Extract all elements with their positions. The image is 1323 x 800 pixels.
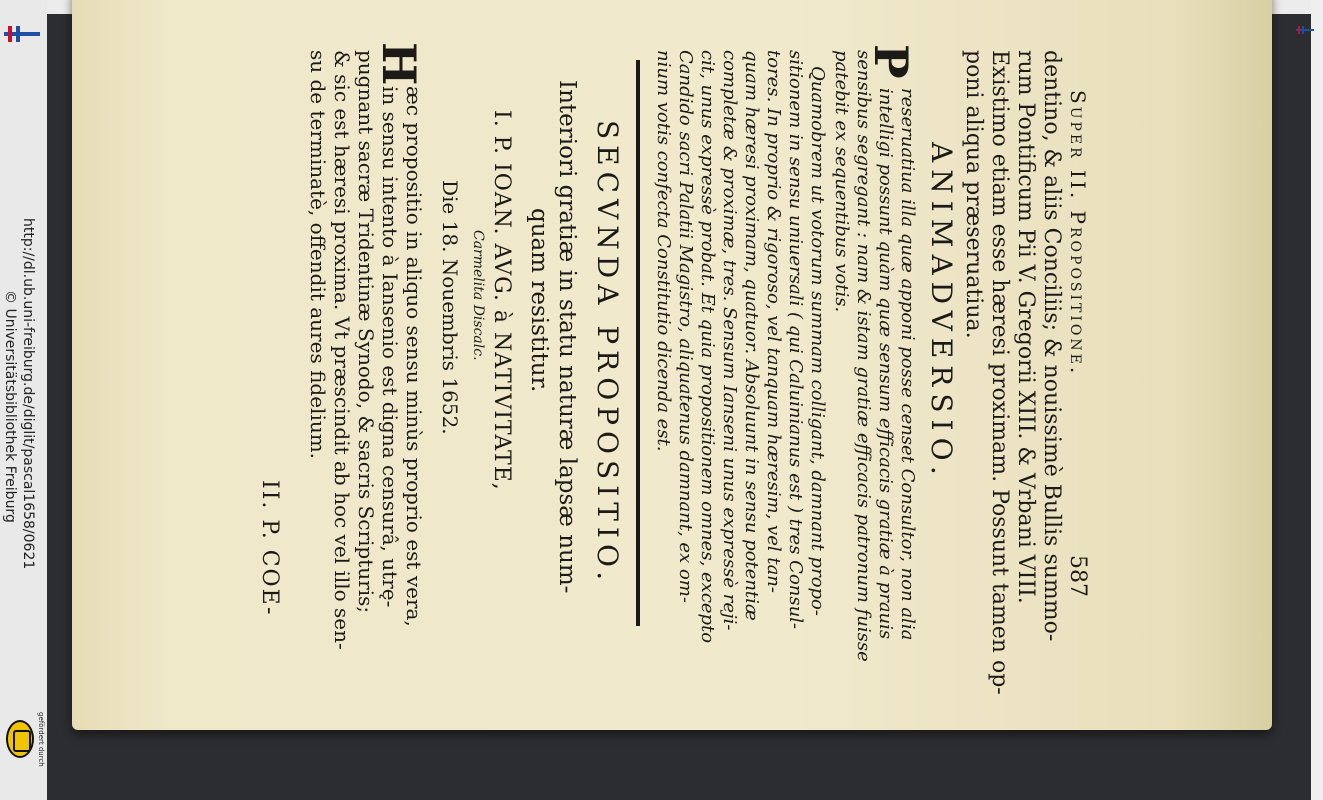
animadversio-line: quam hæresi proximam, quatuor. Absoluunt in sensu potentiæ	[741, 50, 762, 621]
animadversio-title: ANIMADVERSIO.	[925, 142, 958, 482]
animadversio-line: tores. In proprio & rigoroso, vel tanquam hæresim, vel tan-	[763, 50, 784, 593]
copyright-note: © Universitätsbibliothek Freiburg	[2, 290, 18, 523]
viewer-sidebar	[0, 0, 48, 800]
animadversio-line: Quamobrem ut votorum summam colligant, damnant propo-	[807, 66, 828, 616]
animadversio-line: completæ & proximæ, tres. Sensum Ianseni unus expressè reji-	[719, 50, 740, 631]
proposition-line: quam resistitur.	[526, 208, 552, 393]
page-number: 587	[1065, 555, 1090, 597]
viewer-right-edge	[1311, 0, 1323, 800]
body-line: & sic est hæresi proxima. Vt præscindit ab hoc vel illo sen-	[330, 50, 354, 650]
sponsor-note: gefördert durch	[37, 712, 45, 767]
animadversio-line: sensibus segregant : nam & istam gratiæ efficacis patronum fuisse	[853, 50, 874, 662]
catchword: II. P. COE-	[257, 480, 282, 617]
author-name: I. P. IOAN. AVG. à NATIVITATE,	[489, 110, 514, 491]
flag-icon	[4, 26, 40, 42]
intro-line: dentino, & aliis Conciliis; & nouissimè Bullis summo-	[1039, 50, 1064, 642]
body-line: in sensu intento à Iansenio est digna censurâ, utrę-	[378, 86, 402, 608]
body-line: su de terminatè, offendit aures fidelium.	[306, 50, 330, 460]
page-text	[250, 42, 1090, 695]
proposition-line: Interiori gratiæ in statu naturæ lapsæ num-	[554, 80, 580, 594]
section-divider	[636, 60, 640, 626]
section-title: SECVNDA PROPOSITIO.	[591, 120, 624, 587]
flag-icon	[1296, 26, 1314, 34]
animadversio-line: Candido sacri Palatii Magistro, aliquatenus damnant, ex om-	[675, 50, 696, 603]
body-line: æc propositio in aliquo sensu minùs proprio est vera,	[402, 86, 426, 627]
animadversio-line: patebit ex sequentibus votis.	[831, 50, 852, 313]
sponsor-logo-icon	[6, 720, 34, 758]
running-head: Super II. Propositione.	[1066, 90, 1090, 377]
animadversio-line: nium votis confecta Constitutio dicenda est.	[653, 50, 674, 452]
author-order: Carmelita Discalc.	[470, 230, 486, 361]
intro-line: poni aliqua præseruatiua.	[961, 50, 986, 339]
drop-cap-h: H	[372, 42, 426, 86]
date-line: Die 18. Nouembris 1652.	[438, 180, 462, 435]
source-url[interactable]: http://dl.ub.uni-freiburg.de/diglit/pascal1658/0621	[20, 218, 36, 570]
animadversio-line: intelligi possunt quàm quæ sensum efficacis gratiæ à prauis	[875, 88, 896, 640]
animadversio-line: reseruatiua illa quæ apponi posse censet Consultor, non alia	[897, 88, 918, 641]
intro-line: Existimo etiam esse hæresi proximam. Possunt tamen op-	[987, 50, 1012, 695]
animadversio-line: cit, unus expressè probat. Et quia propositionem omnes, excepto	[697, 50, 718, 644]
intro-line: rum Pontificum Pii V. Gregorii XIII. & Vrbani VIII.	[1013, 50, 1038, 604]
body-line: pugnant sacræ Tridentinæ Synodo, & sacris Scripturis;	[354, 50, 378, 614]
drop-cap-p: P	[864, 44, 918, 79]
animadversio-line: sitionem in sensu uniuersali ( qui Caluinianus est ) tres Consul-	[785, 50, 806, 630]
